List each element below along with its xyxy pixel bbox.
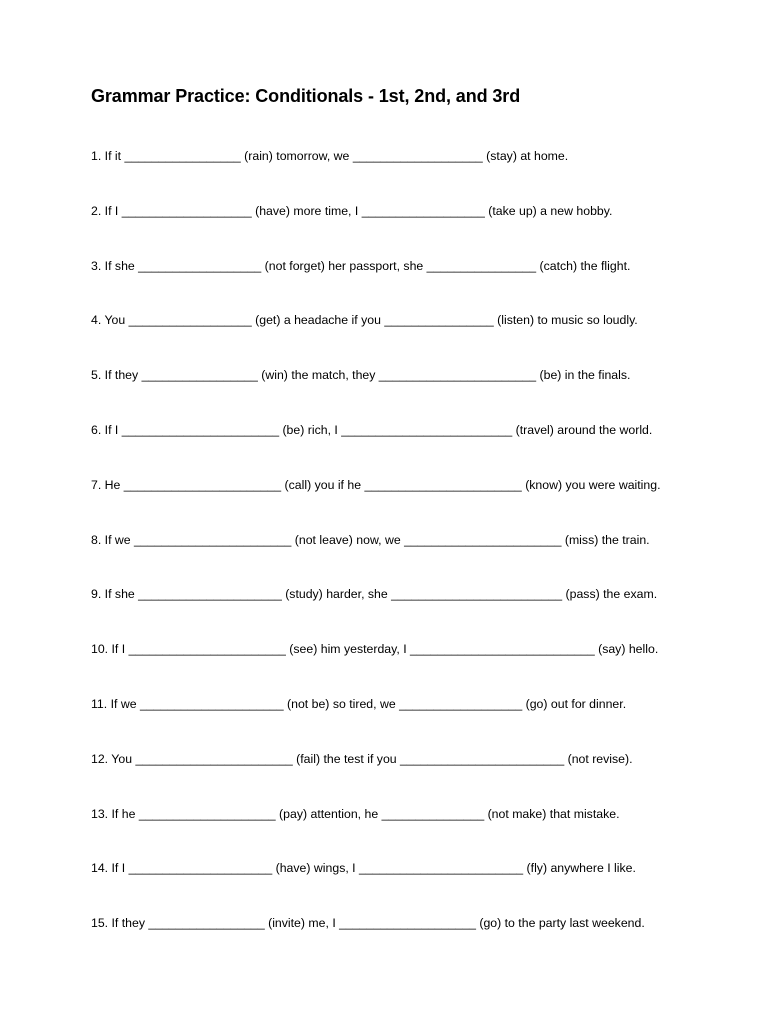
question-item: 14. If I _____________________ (have) wings, I ________________________ (fly) anywhere I like. <box>91 861 636 876</box>
question-item: 11. If we _____________________ (not be) so tired, we __________________ (go) out for dinner. <box>91 696 627 711</box>
question-item: 2. If I ___________________ (have) more time, I __________________ (take up) a new hobby. <box>91 203 613 218</box>
question-item: 1. If it _________________ (rain) tomorrow, we ___________________ (stay) at home. <box>91 149 569 163</box>
question-item: 6. If I _______________________ (be) rich, I _________________________ (travel) around the world. <box>91 422 653 437</box>
question-item: 13. If he ____________________ (pay) attention, he _______________ (not make) that mistake. <box>91 806 620 821</box>
worksheet-title: Grammar Practice: Conditionals - 1st, 2nd, and 3rd <box>91 86 521 106</box>
question-item: 4. You __________________ (get) a headache if you ________________ (listen) to music so loudly. <box>91 313 638 328</box>
question-item: 3. If she __________________ (not forget) her passport, she ________________ (catch) the flight. <box>91 258 631 273</box>
question-item: 8. If we _______________________ (not leave) now, we _______________________ (miss) the train. <box>91 532 650 547</box>
question-item: 5. If they _________________ (win) the match, they _______________________ (be) in the finals. <box>91 368 631 383</box>
question-item: 12. You _______________________ (fail) the test if you ________________________ (not revise). <box>91 751 633 766</box>
question-item: 7. He _______________________ (call) you if he _______________________ (know) you were waiting. <box>91 477 661 492</box>
question-item: 10. If I _______________________ (see) him yesterday, I ___________________________ (say) hello. <box>91 642 659 657</box>
question-item: 15. If they _________________ (invite) me, I ____________________ (go) to the party last weekend. <box>91 916 645 931</box>
question-item: 9. If she _____________________ (study) harder, she _________________________ (pass) the exam. <box>91 587 658 602</box>
question-list <box>91 148 731 970</box>
